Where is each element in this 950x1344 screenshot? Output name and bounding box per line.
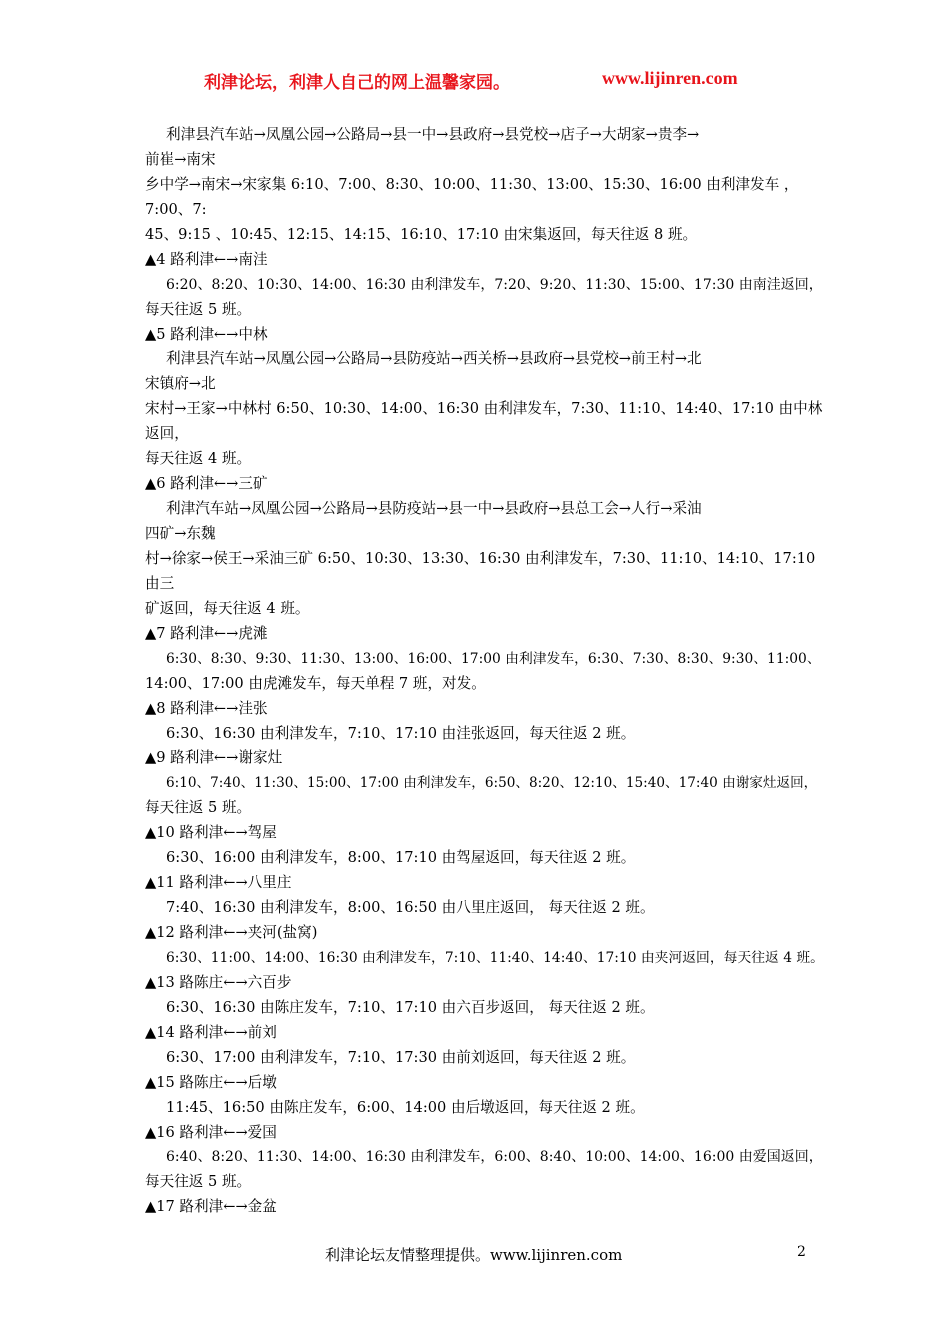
- text-line: 每天往返 5 班。: [145, 799, 252, 817]
- text-line: 村→徐家→侯王→采油三矿 6:50、10:30、13:30、16:30 由利津发车，7:30、11:10、14:10、17:10: [145, 549, 816, 567]
- route-heading: ▲8 路利津←→洼张: [145, 699, 268, 717]
- route-heading: ▲7 路利津←→虎滩: [145, 624, 268, 642]
- route-heading: ▲6 路利津←→三矿: [145, 475, 268, 493]
- text-line: 6:40、8:20、11:30、14:00、16:30 由利津发车，6:00、8:40、10:00、14:00、16:00 由爱国返回，: [166, 1149, 823, 1166]
- text-line: 利津汽车站→凤凰公园→公路局→县防疫站→县一中→县政府→县总工会→人行→采油: [166, 500, 702, 518]
- text-line: 宋镇府→北: [145, 375, 216, 393]
- page-footer: [0, 1244, 950, 1268]
- text-line: 四矿→东魏: [145, 525, 216, 542]
- text-line: 每天往返 5 班。: [145, 300, 252, 318]
- text-line: 矿返回，每天往返 4 班。: [145, 599, 310, 617]
- text-line: 6:10、7:40、11:30、15:00、17:00 由利津发车，6:50、8:20、12:10、15:40、17:40 由谢家灶返回，: [166, 775, 818, 792]
- text-line: 由三: [145, 574, 175, 592]
- text-line: 宋村→王家→中林村 6:50、10:30、14:00、16:30 由利津发车，7:30、11:10、14:40、17:10 由中林: [145, 400, 823, 418]
- text-line: 6:30、17:00 由利津发车，7:10、17:30 由前刘返回，每天往返 2 班。: [166, 1048, 636, 1066]
- route-heading: ▲10 路利津←→驾屋: [145, 824, 277, 842]
- text-line: 前崔→南宋: [145, 150, 216, 168]
- text-line: 6:30、11:00、14:00、16:30 由利津发车，7:10、11:40、14:40、17:10 由夹河返回，每天往返 4 班。: [166, 949, 824, 966]
- text-line: 利津县汽车站→凤凰公园→公路局→县防疫站→西关桥→县政府→县党校→前王村→北: [166, 350, 702, 368]
- text-line: 每天往返 4 班。: [145, 450, 252, 468]
- header-title: 利津论坛，利津人自己的网上温馨家园。: [204, 73, 510, 93]
- text-line: 45、9:15 、10:45、12:15、14:15、16:10、17:10 由宋集返回，每天往返 8 班。: [145, 225, 698, 243]
- text-line: 6:30、16:00 由利津发车，8:00、17:10 由驾屋返回，每天往返 2 班。: [166, 849, 636, 867]
- page-header: [0, 68, 950, 94]
- text-line: 利津县汽车站→凤凰公园→公路局→县一中→县政府→县党校→店子→大胡家→贵李→: [166, 126, 700, 143]
- text-line: 7:40、16:30 由利津发车，8:00、16:50 由八里庄返回， 每天往返 2 班。: [166, 899, 655, 917]
- bus-schedule-text: [145, 123, 825, 1220]
- route-heading: ▲9 路利津←→谢家灶: [145, 749, 283, 767]
- route-heading: ▲14 路利津←→前刘: [145, 1023, 277, 1041]
- text-line: 6:20、8:20、10:30、14:00、16:30 由利津发车，7:20、9:20、11:30、15:00、17:30 由南洼返回，: [166, 276, 823, 293]
- route-heading: ▲16 路利津←→爱国: [145, 1123, 277, 1141]
- page-number: 2: [797, 1244, 806, 1260]
- route-heading: ▲17 路利津←→金盆: [145, 1198, 277, 1216]
- route-heading: ▲15 路陈庄←→后墩: [145, 1073, 277, 1091]
- text-line: 乡中学→南宋→宋家集 6:10、7:00、8:30、10:00、11:30、13:00、15:30、16:00 由利津发车 ，: [145, 175, 799, 193]
- text-line: 7:00、7:: [145, 200, 207, 218]
- text-line: 每天往返 5 班。: [145, 1173, 252, 1191]
- text-line: 返回，: [145, 425, 189, 443]
- text-line: 11:45、16:50 由陈庄发车，6:00、14:00 由后墩返回，每天往返 2 班。: [166, 1098, 645, 1116]
- route-heading: ▲4 路利津←→南洼: [145, 250, 268, 268]
- route-heading: ▲12 路利津←→夹河(盐窝): [145, 924, 318, 941]
- text-line: 6:30、16:30 由陈庄发车，7:10、17:10 由六百步返回， 每天往返 2 班。: [166, 998, 655, 1016]
- text-line: 14:00、17:00 由虎滩发车，每天单程 7 班，对发。: [145, 674, 486, 692]
- route-heading: ▲13 路陈庄←→六百步: [145, 973, 292, 991]
- route-heading: ▲11 路利津←→八里庄: [145, 874, 292, 892]
- header-url: www.lijinren.com: [602, 68, 738, 88]
- text-line: 6:30、16:30 由利津发车，7:10、17:10 由洼张返回，每天往返 2 班。: [166, 724, 636, 742]
- footer-text: 利津论坛友情整理提供。www.lijinren.com: [325, 1246, 623, 1264]
- text-line: 6:30、8:30、9:30、11:30、13:00、16:00、17:00 由利津发车，6:30、7:30、8:30、9:30、11:00、: [166, 650, 821, 667]
- route-heading: ▲5 路利津←→中林: [145, 325, 268, 343]
